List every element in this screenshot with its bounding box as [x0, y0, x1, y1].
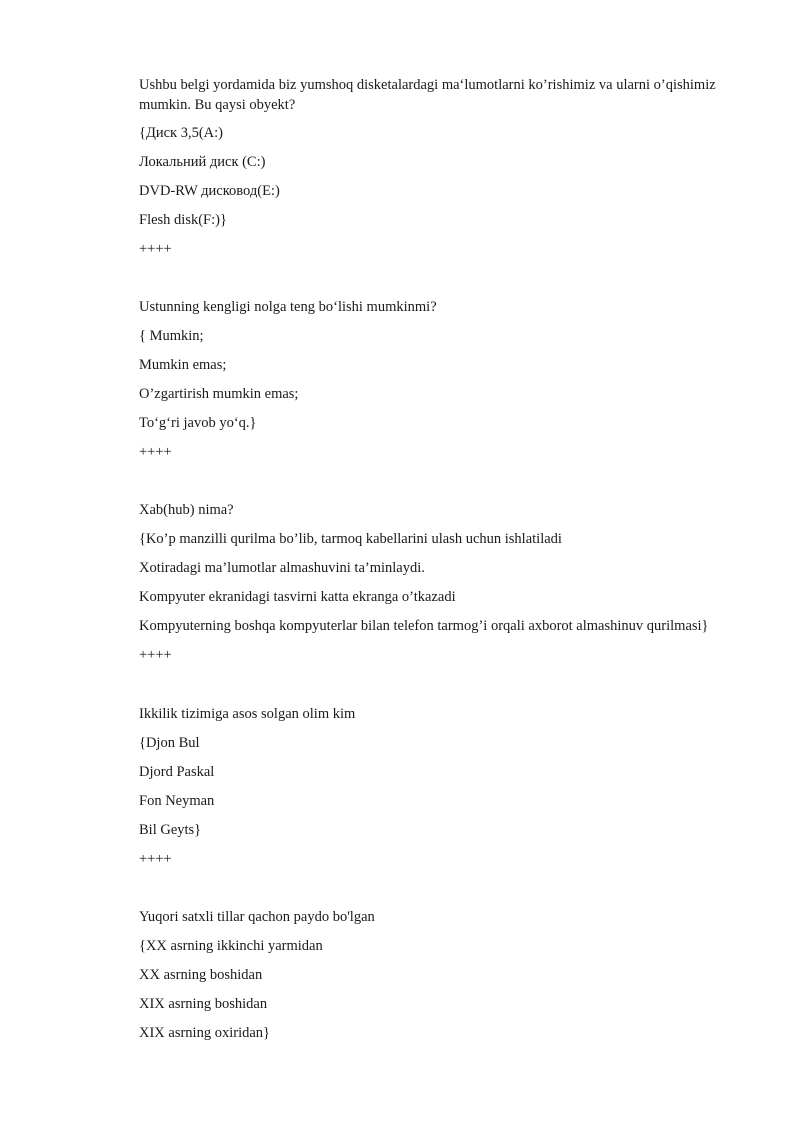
answer-option: {Ko’p manzilli qurilma bo’lib, tarmoq kabellarini ulash uchun ishlatiladi — [139, 531, 562, 547]
answer-option: Bil Geyts} — [139, 822, 202, 838]
answer-option: Mumkin emas; — [139, 357, 227, 373]
answer-option: {Djon Bul — [139, 735, 200, 751]
answer-option: Flesh disk(F:)} — [139, 212, 227, 228]
answer-option: XX asrning boshidan — [139, 967, 263, 983]
answer-option: XIX asrning boshidan — [139, 996, 268, 1012]
answer-option: { Mumkin; — [139, 328, 204, 344]
question-separator: ++++ — [139, 851, 172, 867]
answer-option: {XX asrning ikkinchi yarmidan — [139, 938, 323, 954]
question-separator: ++++ — [139, 241, 172, 257]
question-separator: ++++ — [139, 647, 172, 663]
question-text: Ushbu belgi yordamida biz yumshoq disketalardagi ma‘lumotlarni ko’rishimiz va ularni o’qishimiz mumkin. Bu qaysi obyekt? — [139, 77, 716, 113]
question-text: Ustunning kengligi nolga teng bo‘lishi mumkinmi? — [139, 299, 437, 315]
answer-option: Fon Neyman — [139, 793, 215, 809]
answer-option: Kompyuterning boshqa kompyuterlar bilan telefon tarmog’i orqali axborot almashinuv qurilmasi} — [139, 618, 709, 634]
answer-option: Локальний диск (C:) — [139, 154, 266, 170]
question-text: Xab(hub) nima? — [139, 502, 234, 518]
answer-option: Xotiradagi ma’lumotlar almashuvini ta’minlaydi. — [139, 560, 425, 576]
answer-option: Djord Paskal — [139, 764, 215, 780]
answer-option: XIX asrning oxiridan} — [139, 1025, 270, 1041]
question-text: Yuqori satxli tillar qachon paydo bo'lgan — [139, 909, 375, 925]
answer-option: Kompyuter ekranidagi tasvirni katta ekranga o’tkazadi — [139, 589, 456, 605]
question-text: Ikkilik tizimiga asos solgan olim kim — [139, 706, 356, 722]
answer-option: DVD-RW дисковод(E:) — [139, 183, 280, 199]
question-separator: ++++ — [139, 444, 172, 460]
answer-option: To‘g‘ri javob yo‘q.} — [139, 415, 257, 431]
answer-option: O’zgartirish mumkin emas; — [139, 386, 299, 402]
answer-option: {Диск 3,5(A:) — [139, 125, 223, 141]
